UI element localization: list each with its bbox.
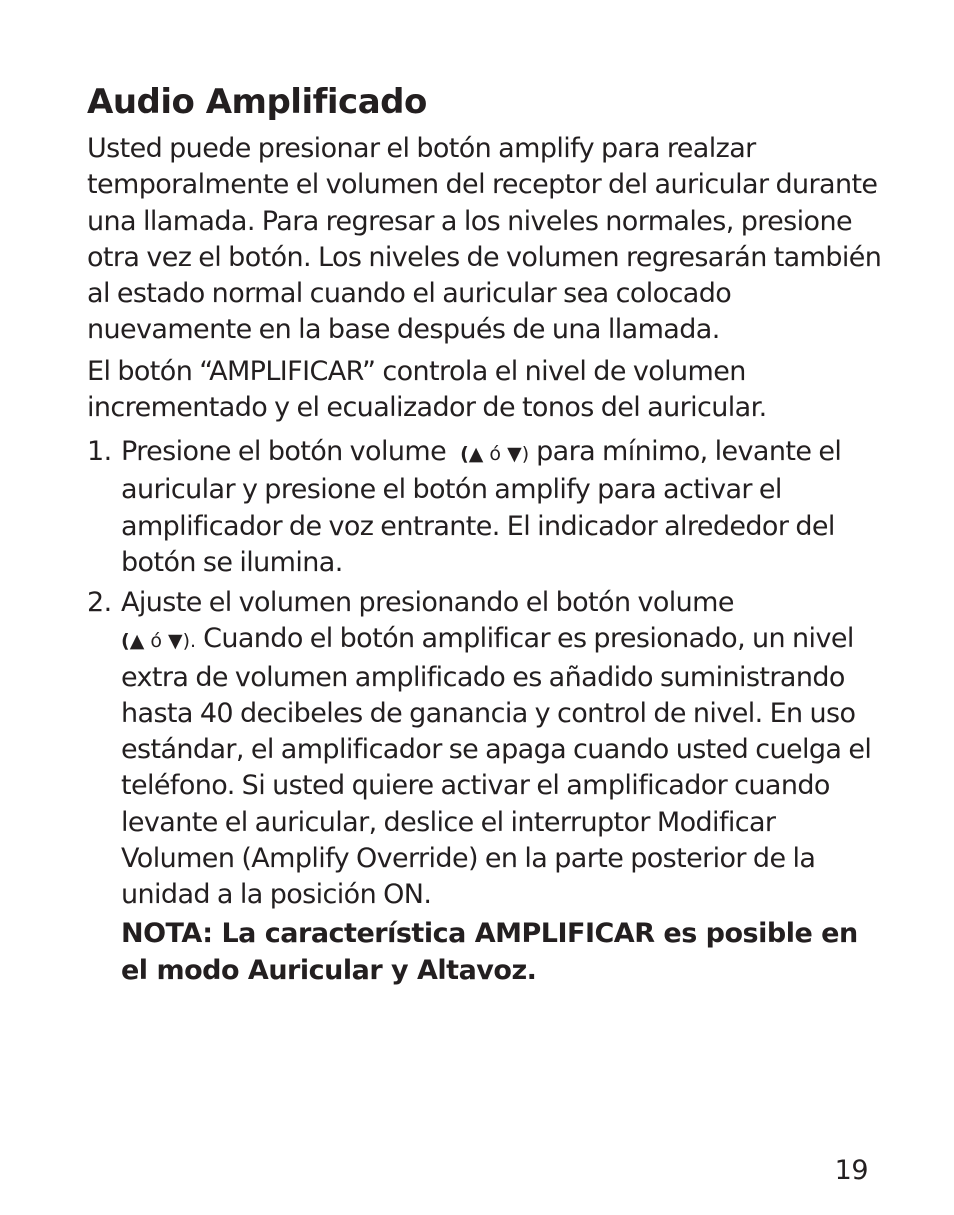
volume-arrows-icon bbox=[121, 630, 196, 652]
up-down-arrows: ▲ ó ▼ bbox=[468, 443, 522, 465]
list-item bbox=[87, 434, 887, 581]
list-item bbox=[87, 585, 887, 914]
step-text-before: Ajuste el volumen presionando el botón volume bbox=[121, 587, 734, 618]
arrow-open-paren: ( bbox=[121, 630, 130, 653]
list-item-number: 2. bbox=[87, 587, 112, 618]
note-text: NOTA: La característica AMPLIFICAR es posible en el modo Auricular y Altavoz. bbox=[121, 918, 858, 986]
intro-paragraph: Usted puede presionar el botón amplify para realzar temporalmente el volumen del receptor del auricular durante una llamada. Para regresar a los niveles normales, presione otra vez el botón. Los niveles de volumen regresarán también al estado normal cuando el auricular sea colocado nuevamente en la base después de una llamada. bbox=[87, 133, 882, 346]
arrow-close-paren: ). bbox=[182, 630, 197, 653]
list-item-number: 1. bbox=[87, 436, 112, 467]
step-text-after: para mínimo, levante el auricular y presione el botón amplify para activar el amplificador de voz entrante. El indicador alrededor del botón se ilumina. bbox=[121, 436, 842, 578]
list-item-text bbox=[121, 585, 873, 914]
step-text-after: Cuando el botón amplificar es presionado, un nivel extra de volumen amplificado es añadido suministrando hasta 40 decibeles de ganancia y control de nivel. En uso estándar, el amplificador se apaga cuando usted cuelga el teléfono. Si usted quiere activar el amplificador cuando levante el auricular, deslice el interruptor Modificar Volumen (Amplify Override) en la parte posterior de la unidad a la posición ON. bbox=[121, 623, 872, 911]
list-item-text bbox=[121, 434, 873, 581]
volume-arrows-icon bbox=[460, 443, 529, 465]
up-down-arrows: ▲ ó ▼ bbox=[129, 630, 183, 653]
arrow-close-paren: ) bbox=[521, 443, 530, 465]
section-title: Audio Amplificado bbox=[87, 82, 427, 122]
arrow-open-paren: ( bbox=[460, 443, 469, 465]
step-text-before: Presione el botón volume bbox=[121, 436, 447, 467]
page-number: 19 bbox=[834, 1155, 868, 1186]
amplify-button-paragraph: El botón “AMPLIFICAR” controla el nivel de volumen incrementado y el ecualizador de tonos del auricular. bbox=[87, 356, 767, 424]
